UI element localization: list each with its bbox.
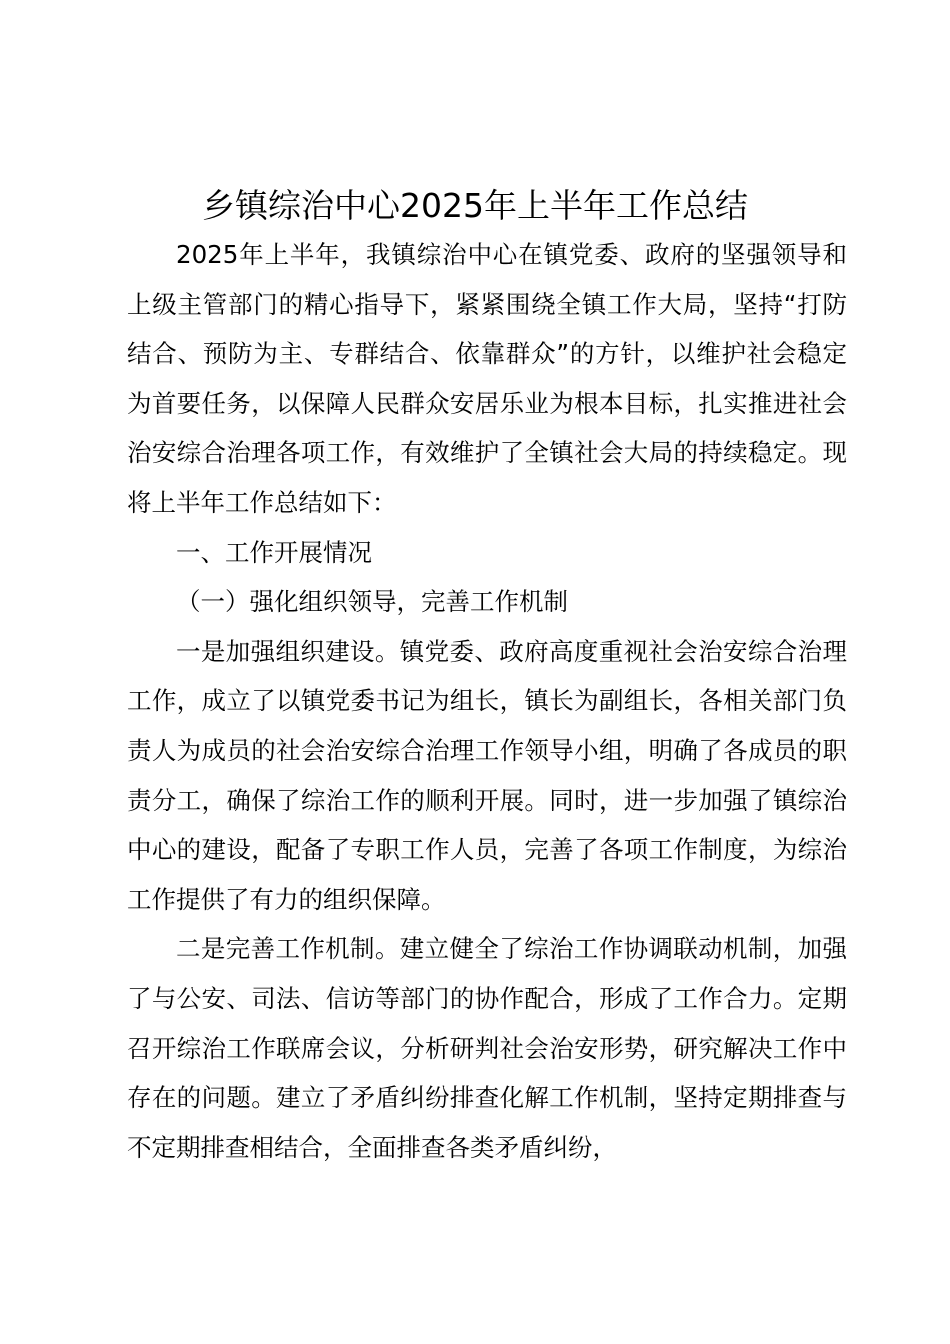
intro-paragraph: 2025年上半年，我镇综治中心在镇党委、政府的坚强领导和上级主管部门的精心指导下，紧紧围绕全镇工作大局，坚持“打防结合、预防为主、专群结合、依靠群众”的方针，以维护社会稳定为首要任务，以保障人民群众安居乐业为根本目标，扎实推进社会治安综合治理各项工作，有效维护了全镇社会大局的持续稳定。现将上半年工作总结如下： — [127, 240, 847, 517]
section-heading: 一、工作开展情况 — [176, 537, 372, 567]
body-paragraph-2: 二是完善工作机制。建立健全了综治工作协调联动机制，加强了与公安、司法、信访等部门的协作配合，形成了工作合力。定期召开综治工作联席会议，分析研判社会治安形势，研究解决工作中存在的问题。建立了矛盾纠纷排查化解工作机制，坚持定期排查与不定期排查相结合，全面排查各类矛盾纠纷， — [127, 934, 847, 1162]
document-title: 乡镇综治中心2025年上半年工作总结 — [202, 186, 748, 225]
body-paragraph-1: 一是加强组织建设。镇党委、政府高度重视社会治安综合治理工作，成立了以镇党委书记为组长，镇长为副组长，各相关部门负责人为成员的社会治安综合治理工作领导小组，明确了各成员的职责分工，确保了综治工作的顺利开展。同时，进一步加强了镇综治中心的建设，配备了专职工作人员，完善了各项工作制度，为综治工作提供了有力的组织保障。 — [127, 636, 847, 914]
document-body — [127, 230, 847, 1172]
subsection-heading: （一）强化组织领导，完善工作机制 — [176, 587, 568, 617]
